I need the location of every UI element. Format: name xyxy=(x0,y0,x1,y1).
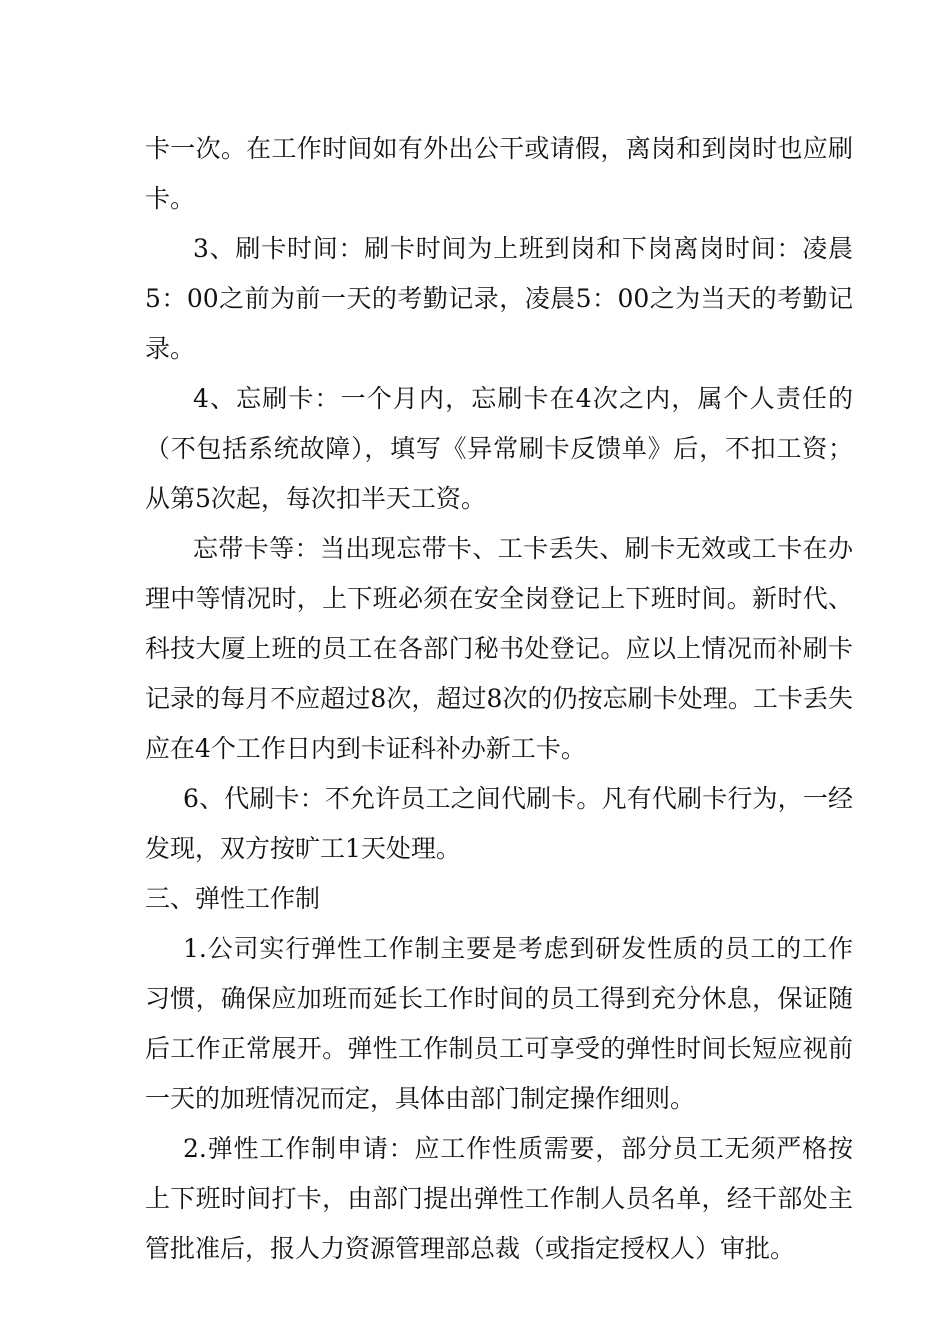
paragraph-clock-time: 3、刷卡时间：刷卡时间为上班到岗和下岗离岗时间：凌晨5：00之前为前一天的考勤记录，凌晨5：00之为当天的考勤记录。 xyxy=(145,234,853,363)
paragraph-card-once: 卡一次。在工作时间如有外出公干或请假，离岗和到岗时也应刷卡。 xyxy=(145,134,853,213)
paragraph-flexible-application: 2.弹性工作制申请：应工作性质需要，部分员工无须严格按上下班时间打卡，由部门提出弹性工作制人员名单，经干部处主管批准后，报人力资源管理部总裁（或指定授权人）审批。 xyxy=(145,1134,853,1263)
paragraph-flexible-purpose: 1.公司实行弹性工作制主要是考虑到研发性质的员工的工作习惯，确保应加班而延长工作时间的员工得到充分休息，保证随后工作正常展开。弹性工作制员工可享受的弹性时间长短应视前一天的加班情况而定，具体由部门制定操作细则。 xyxy=(145,934,853,1113)
document-body xyxy=(145,124,853,1274)
paragraph-forgot-card: 忘带卡等：当出现忘带卡、工卡丢失、刷卡无效或工卡在办理中等情况时，上下班必须在安全岗登记上下班时间。新时代、科技大厦上班的员工在各部门秘书处登记。应以上情况而补刷卡记录的每月不应超过8次，超过8次的仍按忘刷卡处理。工卡丢失应在4个工作日内到卡证科补办新工卡。 xyxy=(145,534,853,763)
paragraph-proxy-swipe: 6、代刷卡：不允许员工之间代刷卡。凡有代刷卡行为，一经发现，双方按旷工1天处理。 xyxy=(145,784,853,863)
paragraph-forgot-swipe: 4、忘刷卡：一个月内，忘刷卡在4次之内，属个人责任的（不包括系统故障），填写《异常刷卡反馈单》后，不扣工资；从第5次起，每次扣半天工资。 xyxy=(145,384,853,513)
section-heading-flexible-work: 三、弹性工作制 xyxy=(145,884,321,913)
